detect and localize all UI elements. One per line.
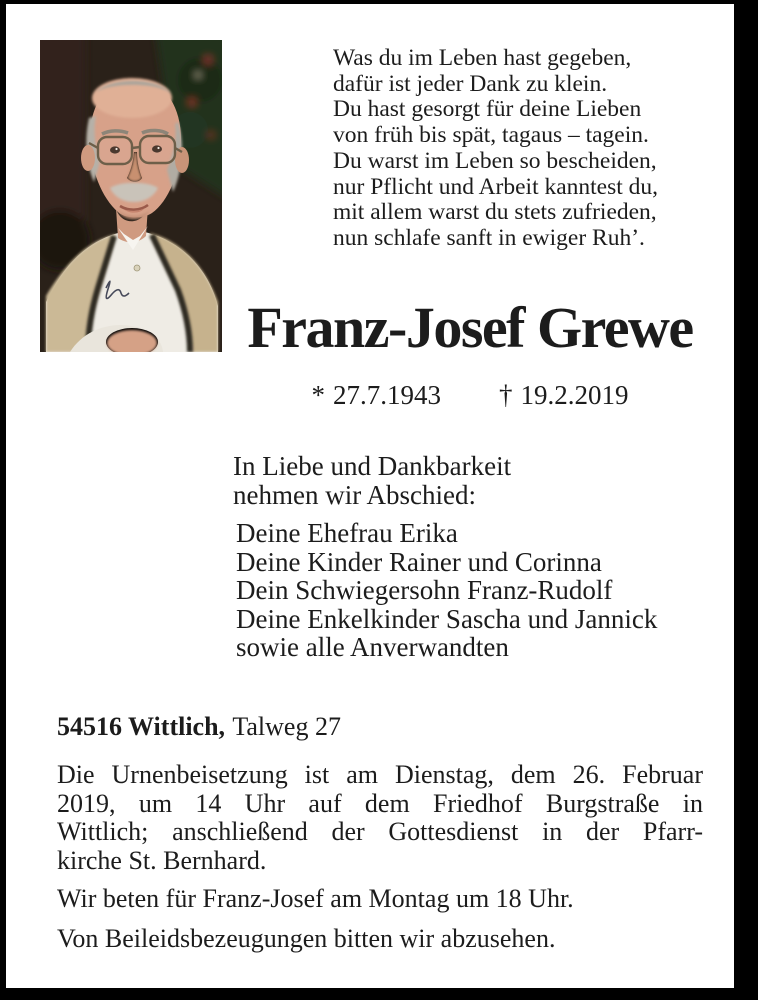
frame-bottom-bar [0, 988, 758, 1000]
deceased-name: Franz-Josef Grewe [247, 295, 693, 360]
funeral-notice-line: Die Urnenbeisetzung ist am Dienstag, dem 26. Februar [57, 760, 703, 789]
poem-line: dafür ist jeder Dank zu klein. [333, 70, 608, 97]
mourners-list [236, 519, 657, 662]
vital-dates [222, 380, 718, 410]
farewell-intro-line: In Liebe und Dankbarkeit [233, 451, 512, 481]
memorial-poem [333, 46, 725, 252]
poem-line: Was du im Leben hast gegeben, [333, 45, 632, 71]
frame-right-bar [734, 0, 758, 1000]
poem-line: Du hast gesorgt für deine Lieben [333, 96, 642, 123]
frame-left-bar [0, 0, 6, 1000]
funeral-notice-line: 2019, um 14 Uhr auf dem Friedhof Burgstraße in [57, 788, 703, 818]
farewell-intro-line: nehmen wir Abschied: [233, 480, 476, 510]
address-street: Talweg 27 [232, 712, 341, 741]
condolence-line: Von Beileidsbezeugungen bitten wir abzusehen. [57, 924, 556, 953]
funeral-notice-line: kirche St. Bernhard. [57, 845, 267, 875]
poem-line: Du warst im Leben so bescheiden, [333, 147, 657, 174]
mourner-line: Deine Kinder Rainer und Corinna [236, 546, 602, 577]
farewell-intro [233, 452, 511, 510]
address-city: 54516 Wittlich, [57, 712, 226, 741]
mourner-line: Deine Ehefrau Erika [236, 518, 458, 548]
funeral-notice [57, 761, 703, 875]
birth-date [312, 380, 442, 410]
birth-star-symbol: * [311, 380, 325, 410]
mourner-line: Dein Schwiegersohn Franz-Rudolf [236, 575, 613, 605]
death-cross-symbol: † [499, 380, 513, 410]
prayer-line: Wir beten für Franz-Josef am Montag um 18 Uhr. [57, 884, 574, 913]
poem-line: nur Pflicht und Arbeit kanntest du, [333, 173, 659, 200]
mourner-line: Deine Enkelkinder Sascha und Jannick [236, 603, 658, 634]
frame-top-bar [0, 0, 758, 4]
poem-line: mit allem warst du stets zufrieden, [333, 199, 657, 226]
mourner-line: sowie alle Anverwandten [236, 632, 509, 662]
funeral-notice-line: Wittlich; anschließend der Gottesdienst in der Pfarr- [57, 817, 703, 846]
portrait-photo [40, 40, 222, 352]
poem-line: von früh bis spät, tagaus – tagein. [333, 122, 649, 149]
death-date-value: 19.2.2019 [520, 380, 629, 410]
birth-date-value: 27.7.1943 [333, 380, 441, 410]
poem-line: nun schlafe sanft in ewiger Ruh’. [333, 224, 645, 251]
address-line [57, 712, 341, 742]
death-date [499, 380, 629, 410]
